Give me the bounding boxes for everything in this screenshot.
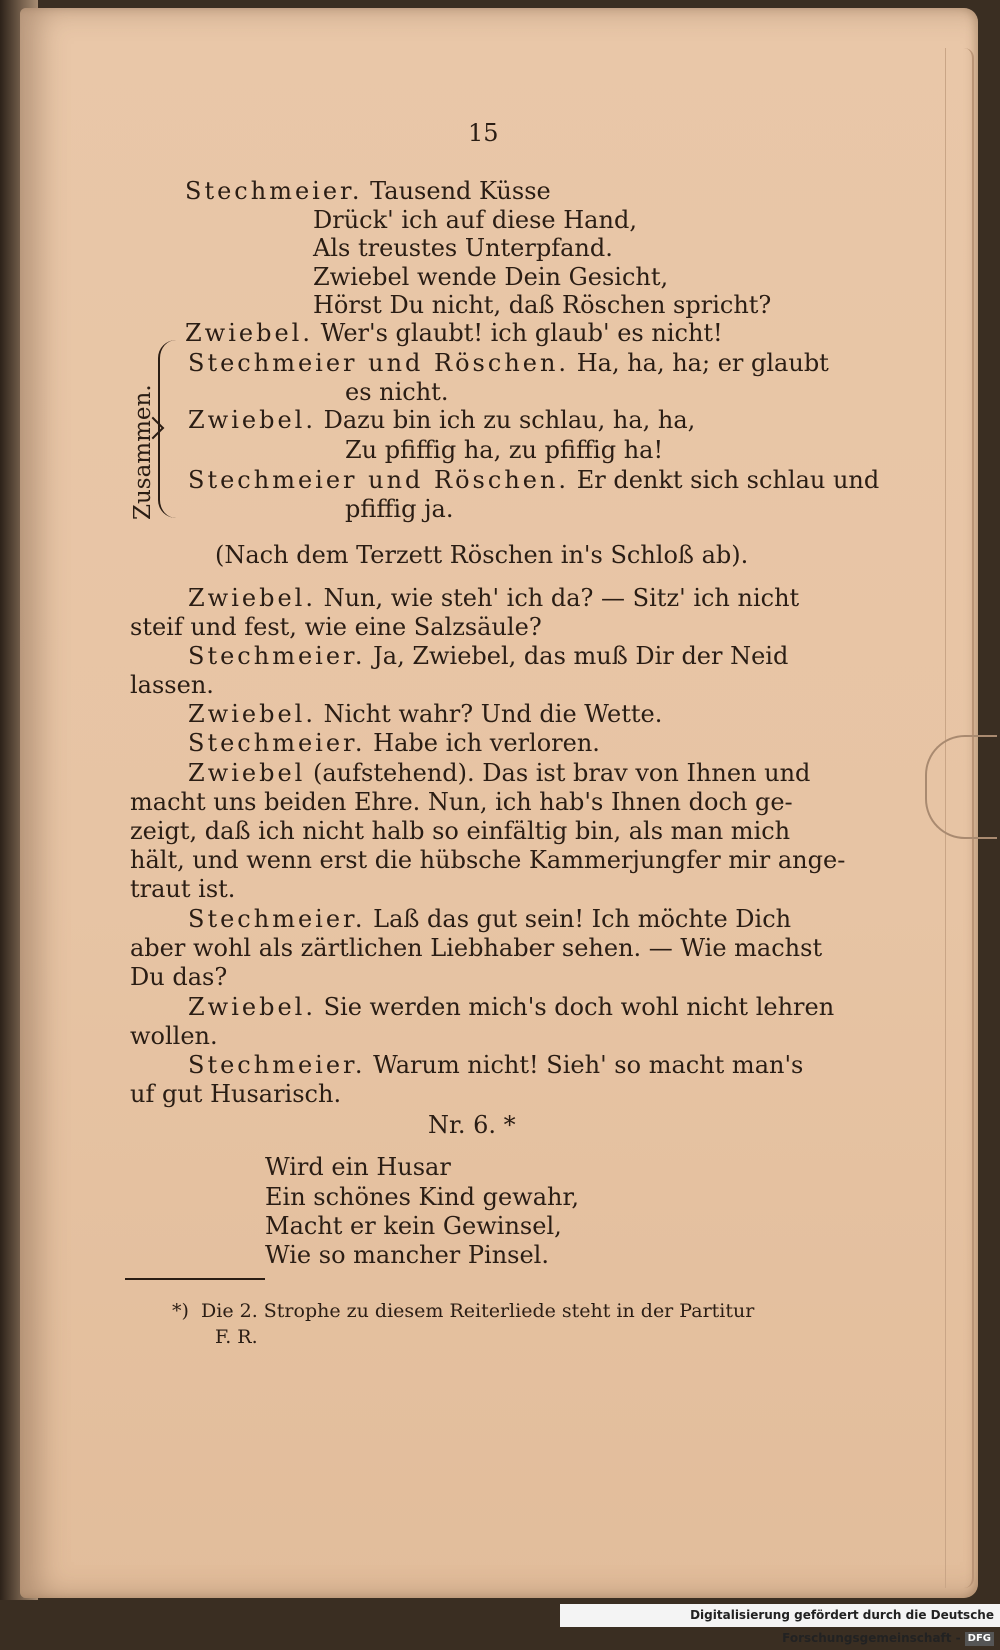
- footer-credit: [560, 1604, 1000, 1645]
- text-line: [188, 465, 879, 495]
- footnote-signature: F. R.: [215, 1326, 258, 1348]
- text-line: [188, 583, 799, 613]
- line-text: Sie werden mich's doch wohl nicht lehren: [323, 993, 835, 1021]
- speaker-name: Stechmeier.: [185, 177, 363, 205]
- speaker-name: Zwiebel.: [188, 584, 316, 612]
- speaker-name: Stechmeier.: [188, 905, 366, 933]
- verse-line: Ein schönes Kind gewahr,: [265, 1183, 579, 1211]
- song-number: Nr. 6. *: [428, 1111, 516, 1139]
- page-number: 15: [468, 119, 499, 147]
- line-text: Nun, wie steh' ich da? — Sitz' ich nicht: [323, 584, 800, 612]
- speaker-name: Zwiebel.: [188, 700, 316, 728]
- text-line: uf gut Husarisch.: [130, 1080, 342, 1108]
- text-line: Zu pfiffig ha, zu pfiffig ha!: [345, 436, 664, 464]
- line-text: Wer's glaubt! ich glaub' es nicht!: [320, 319, 723, 347]
- dfg-logo: DFG: [965, 1632, 994, 1646]
- line-text: Nicht wahr? Und die Wette.: [323, 700, 663, 728]
- text-line: Als treustes Unterpfand.: [313, 234, 613, 262]
- text-line: Zwiebel wende Dein Gesicht,: [313, 263, 669, 291]
- text-line: [188, 728, 600, 758]
- speaker-name: Stechmeier.: [188, 642, 366, 670]
- text-line: Drück' ich auf diese Hand,: [313, 206, 637, 234]
- text-line: [188, 1050, 803, 1080]
- text-line: lassen.: [130, 671, 214, 699]
- line-text: Tausend Küsse: [370, 177, 551, 205]
- line-text: Ha, ha, ha; er glaubt: [576, 349, 829, 377]
- text-line: [188, 904, 791, 934]
- text-line: aber wohl als zärtlichen Liebhaber sehen. — Wie machst: [130, 934, 823, 962]
- line-text: Ja, Zwiebel, das muß Dir der Neid: [373, 642, 789, 670]
- page-tab-cutout: [925, 735, 997, 839]
- text-line: [188, 699, 662, 729]
- text-line: [188, 758, 810, 788]
- text-line: macht uns beiden Ehre. Nun, ich hab's Ihnen doch ge-: [130, 788, 793, 816]
- line-text: Warum nicht! Sieh' so macht man's: [373, 1051, 804, 1079]
- bracket-label: Zusammen.: [130, 384, 156, 520]
- text-line: hält, und wenn erst die hübsche Kammerjungfer mir ange-: [130, 846, 846, 874]
- text-line: es nicht.: [345, 378, 449, 406]
- footnote-rule: [125, 1278, 265, 1280]
- text-line: [188, 641, 788, 671]
- speaker-name: Stechmeier.: [188, 1051, 366, 1079]
- verse-line: Macht er kein Gewinsel,: [265, 1212, 562, 1240]
- line-text: Dazu bin ich zu schlau, ha, ha,: [323, 406, 696, 434]
- footnote-text: Die 2. Strophe zu diesem Reiterliede steht in der Partitur: [201, 1300, 755, 1322]
- speaker-name: Zwiebel.: [185, 319, 313, 347]
- footer-text: Digitalisierung gefördert durch die Deutsche Forschungsgemeinschaft -: [690, 1608, 994, 1645]
- speaker-name: Stechmeier und Röschen.: [188, 349, 570, 377]
- line-text: Er denkt sich schlau und: [576, 466, 880, 494]
- text-line: [188, 992, 834, 1022]
- text-line: [185, 318, 723, 348]
- text-line: zeigt, daß ich nicht halb so einfältig bin, als man mich: [130, 817, 791, 845]
- text-line: traut ist.: [130, 875, 236, 903]
- line-text: Habe ich verloren.: [373, 729, 600, 757]
- line-text: Laß das gut sein! Ich möchte Dich: [373, 905, 792, 933]
- verse-line: Wird ein Husar: [265, 1153, 451, 1181]
- speaker-name: Zwiebel.: [188, 993, 316, 1021]
- verse-line: Wie so mancher Pinsel.: [265, 1241, 549, 1269]
- text-line: pfiffig ja.: [345, 495, 454, 523]
- text-line: steif und fest, wie eine Salzsäule?: [130, 613, 542, 641]
- text-line: [188, 348, 829, 378]
- text-line: [188, 405, 695, 435]
- text-line: wollen.: [130, 1022, 218, 1050]
- text-line: Hörst Du nicht, daß Röschen spricht?: [313, 291, 772, 319]
- text-line: Du das?: [130, 963, 228, 991]
- speaker-name: Stechmeier.: [188, 729, 366, 757]
- line-text: (aufstehend). Das ist brav von Ihnen und: [312, 759, 811, 787]
- speaker-name: Zwiebel.: [188, 406, 316, 434]
- stage-direction: (Nach dem Terzett Röschen in's Schloß ab).: [215, 541, 749, 569]
- footnote-marker: *): [172, 1300, 189, 1322]
- text-line: [185, 176, 551, 206]
- speaker-name: Stechmeier und Röschen.: [188, 466, 570, 494]
- speaker-name: Zwiebel: [188, 759, 306, 787]
- footnote: [172, 1296, 754, 1326]
